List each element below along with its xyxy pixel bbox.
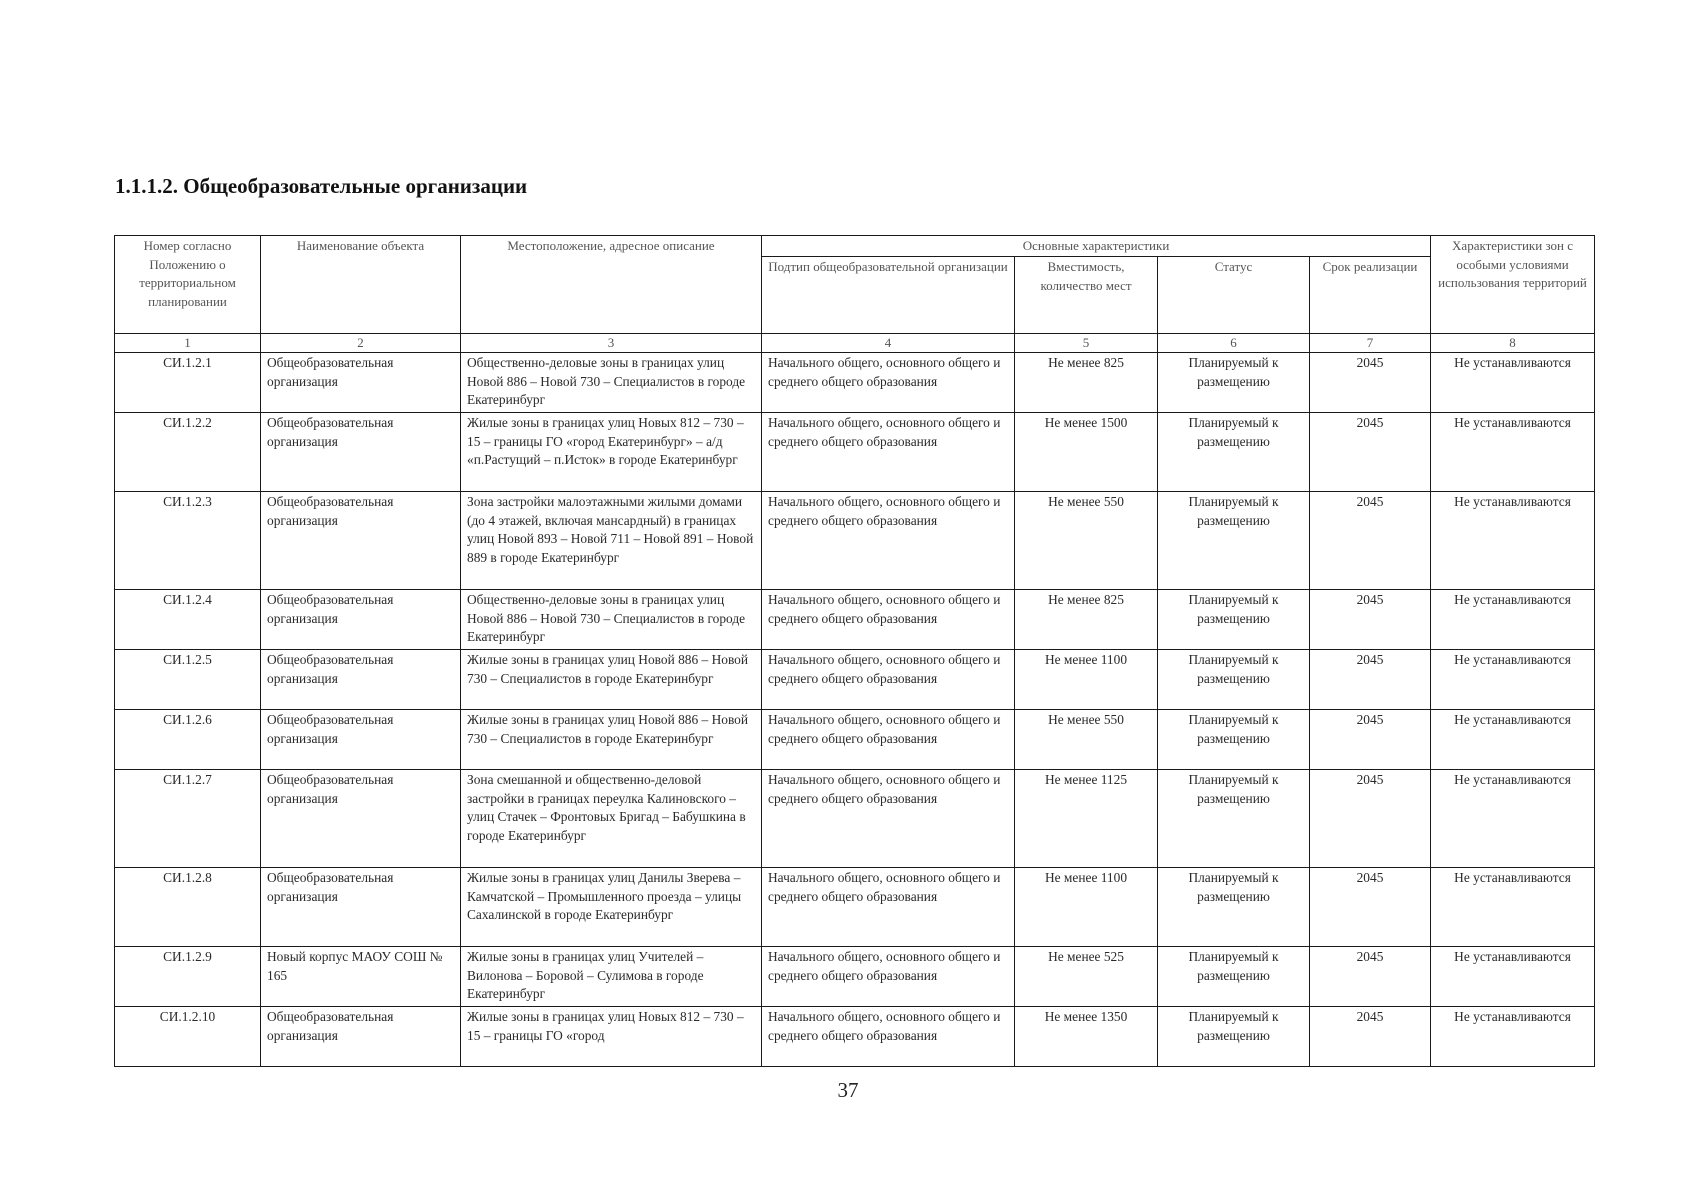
cell-number: СИ.1.2.6 [115,710,261,770]
column-number: 5 [1015,334,1158,353]
cell-capacity: Не менее 1500 [1015,413,1158,492]
table-header [115,236,1595,334]
column-number: 7 [1310,334,1431,353]
cell-status: Планируемый к размещению [1158,590,1310,650]
cell-name: Общеобразовательная организация [261,770,461,868]
header-subtype: Подтип общеобразовательной организации [762,257,1015,334]
header-status: Статус [1158,257,1310,334]
cell-term: 2045 [1310,710,1431,770]
section-heading: 1.1.1.2. Общеобразовательные организации [115,174,528,198]
cell-number: СИ.1.2.9 [115,947,261,1007]
cell-term: 2045 [1310,590,1431,650]
cell-capacity: Не менее 525 [1015,947,1158,1007]
cell-term: 2045 [1310,1007,1431,1067]
cell-name: Общеобразовательная организация [261,710,461,770]
cell-number: СИ.1.2.3 [115,492,261,590]
cell-location: Жилые зоны в границах улиц Новой 886 – Новой 730 – Специалистов в городе Екатеринбург [461,650,762,710]
cell-status: Планируемый к размещению [1158,413,1310,492]
cell-term: 2045 [1310,353,1431,413]
table-row [115,868,1595,947]
header-term: Срок реализации [1310,257,1431,334]
cell-subtype: Начального общего, основного общего и среднего общего образования [762,1007,1015,1067]
cell-subtype: Начального общего, основного общего и среднего общего образования [762,770,1015,868]
cell-subtype: Начального общего, основного общего и среднего общего образования [762,868,1015,947]
cell-subtype: Начального общего, основного общего и среднего общего образования [762,492,1015,590]
cell-capacity: Не менее 1125 [1015,770,1158,868]
cell-status: Планируемый к размещению [1158,868,1310,947]
table-row [115,1007,1595,1067]
table-row [115,770,1595,868]
cell-zones: Не устанавливаются [1431,710,1595,770]
cell-name: Общеобразовательная организация [261,413,461,492]
cell-zones: Не устанавливаются [1431,353,1595,413]
cell-name: Общеобразовательная организация [261,650,461,710]
cell-number: СИ.1.2.1 [115,353,261,413]
cell-name: Новый корпус МАОУ СОШ № 165 [261,947,461,1007]
cell-term: 2045 [1310,947,1431,1007]
facilities-table [114,235,1595,1067]
cell-number: СИ.1.2.4 [115,590,261,650]
cell-zones: Не устанавливаются [1431,1007,1595,1067]
cell-name: Общеобразовательная организация [261,868,461,947]
cell-subtype: Начального общего, основного общего и среднего общего образования [762,947,1015,1007]
cell-zones: Не устанавливаются [1431,413,1595,492]
column-number: 1 [115,334,261,353]
table-row [115,353,1595,413]
table-row [115,492,1595,590]
cell-location: Жилые зоны в границах улиц Новой 886 – Новой 730 – Специалистов в городе Екатеринбург [461,710,762,770]
table-row [115,650,1595,710]
cell-number: СИ.1.2.2 [115,413,261,492]
header-zones: Характеристики зон с особыми условиями использования территорий [1431,236,1595,334]
cell-status: Планируемый к размещению [1158,650,1310,710]
cell-status: Планируемый к размещению [1158,1007,1310,1067]
cell-status: Планируемый к размещению [1158,353,1310,413]
cell-name: Общеобразовательная организация [261,353,461,413]
cell-zones: Не устанавливаются [1431,650,1595,710]
header-capacity: Вместимость, количество мест [1015,257,1158,334]
header-main-characteristics: Основные характеристики [762,236,1431,257]
cell-capacity: Не менее 1100 [1015,650,1158,710]
cell-number: СИ.1.2.5 [115,650,261,710]
cell-subtype: Начального общего, основного общего и среднего общего образования [762,590,1015,650]
cell-number: СИ.1.2.10 [115,1007,261,1067]
column-number-row [115,334,1595,353]
cell-capacity: Не менее 550 [1015,492,1158,590]
table-row [115,590,1595,650]
cell-term: 2045 [1310,770,1431,868]
table-body [115,334,1595,1067]
cell-subtype: Начального общего, основного общего и среднего общего образования [762,650,1015,710]
cell-status: Планируемый к размещению [1158,770,1310,868]
header-name: Наименование объекта [261,236,461,334]
cell-zones: Не устанавливаются [1431,492,1595,590]
cell-capacity: Не менее 825 [1015,590,1158,650]
cell-location: Зона застройки малоэтажными жилыми домами (до 4 этажей, включая мансардный) в границах улиц Новой 893 – Новой 711 – Новой 891 – Новой 889 в городе Екатеринбург [461,492,762,590]
cell-location: Жилые зоны в границах улиц Новых 812 – 730 – 15 – границы ГО «город Екатеринбург» – а/д «п.Растущий – п.Исток» в городе Екатеринбург [461,413,762,492]
column-number: 3 [461,334,762,353]
column-number: 2 [261,334,461,353]
cell-term: 2045 [1310,868,1431,947]
cell-zones: Не устанавливаются [1431,590,1595,650]
cell-location: Общественно-деловые зоны в границах улиц Новой 886 – Новой 730 – Специалистов в городе Екатеринбург [461,353,762,413]
cell-capacity: Не менее 550 [1015,710,1158,770]
cell-zones: Не устанавливаются [1431,947,1595,1007]
header-location: Местоположение, адресное описание [461,236,762,334]
cell-zones: Не устанавливаются [1431,868,1595,947]
cell-location: Зона смешанной и общественно-деловой застройки в границах переулка Калиновского – улиц Стачек – Фронтовых Бригад – Бабушкина в городе Екатеринбург [461,770,762,868]
page-number: 37 [837,1078,859,1102]
cell-zones: Не устанавливаются [1431,770,1595,868]
cell-status: Планируемый к размещению [1158,492,1310,590]
column-number: 6 [1158,334,1310,353]
cell-name: Общеобразовательная организация [261,590,461,650]
cell-location: Общественно-деловые зоны в границах улиц Новой 886 – Новой 730 – Специалистов в городе Екатеринбург [461,590,762,650]
cell-term: 2045 [1310,492,1431,590]
table-row [115,710,1595,770]
column-number: 4 [762,334,1015,353]
cell-subtype: Начального общего, основного общего и среднего общего образования [762,353,1015,413]
table-row [115,413,1595,492]
column-number: 8 [1431,334,1595,353]
cell-location: Жилые зоны в границах улиц Учителей – Вилонова – Боровой – Сулимова в городе Екатеринбург [461,947,762,1007]
cell-subtype: Начального общего, основного общего и среднего общего образования [762,413,1015,492]
cell-capacity: Не менее 1350 [1015,1007,1158,1067]
cell-term: 2045 [1310,413,1431,492]
cell-name: Общеобразовательная организация [261,1007,461,1067]
cell-subtype: Начального общего, основного общего и среднего общего образования [762,710,1015,770]
cell-capacity: Не менее 1100 [1015,868,1158,947]
cell-term: 2045 [1310,650,1431,710]
header-number: Номер согласно Положению о территориальном планировании [115,236,261,334]
cell-number: СИ.1.2.7 [115,770,261,868]
table-row [115,947,1595,1007]
cell-location: Жилые зоны в границах улиц Данилы Зверева – Камчатской – Промышленного проезда – улицы Сахалинской в городе Екатеринбург [461,868,762,947]
cell-location: Жилые зоны в границах улиц Новых 812 – 730 – 15 – границы ГО «город [461,1007,762,1067]
cell-name: Общеобразовательная организация [261,492,461,590]
cell-status: Планируемый к размещению [1158,710,1310,770]
cell-number: СИ.1.2.8 [115,868,261,947]
cell-capacity: Не менее 825 [1015,353,1158,413]
cell-status: Планируемый к размещению [1158,947,1310,1007]
